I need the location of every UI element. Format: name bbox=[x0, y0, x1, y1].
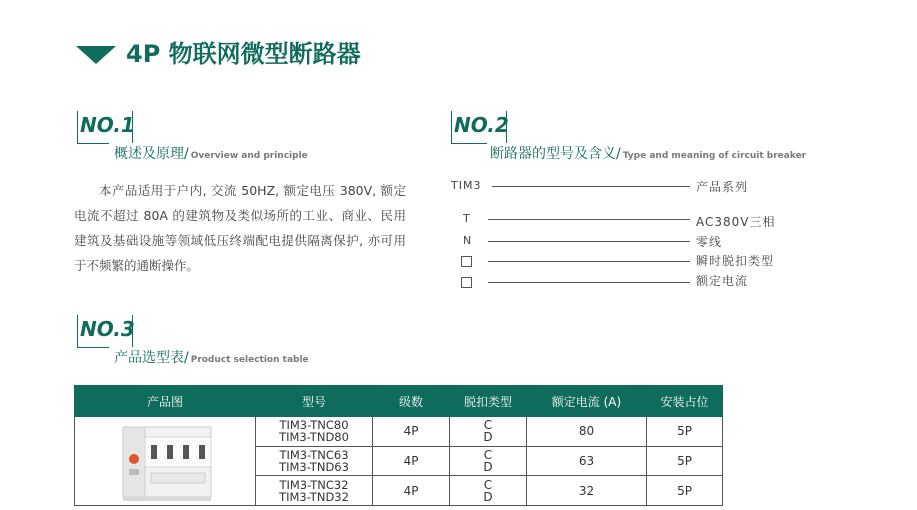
model-meaning-series: 产品系列 bbox=[696, 180, 749, 194]
section-title-text: 产品选型表/ bbox=[114, 350, 189, 366]
model-code-trip-box bbox=[461, 256, 472, 267]
poles-cell: 4P bbox=[373, 446, 450, 476]
poles-cell: 4P bbox=[373, 417, 450, 447]
model-d: TIM3-TND63 bbox=[279, 459, 349, 474]
section-subtitle: Overview and principle bbox=[190, 151, 308, 161]
section-rule bbox=[451, 143, 487, 144]
model-meaning-trip: 瞬时脱扣类型 bbox=[696, 254, 775, 268]
page-title: 4P 物联网微型断路器 bbox=[126, 40, 361, 68]
model-cell bbox=[256, 476, 373, 506]
poles-cell: 4P bbox=[373, 476, 450, 506]
section-badge-label: NO.2 bbox=[454, 113, 509, 137]
trip-d: D bbox=[483, 430, 493, 445]
section-badge-label: NO.1 bbox=[80, 113, 135, 137]
trip-cell bbox=[450, 446, 527, 476]
section-subtitle: Product selection table bbox=[190, 355, 309, 365]
column-header: 产品图 bbox=[75, 386, 256, 417]
trip-c: C bbox=[483, 477, 493, 492]
section-subtitle: Type and meaning of circuit breaker bbox=[622, 151, 807, 161]
product-image bbox=[75, 417, 256, 506]
leader-line bbox=[488, 219, 690, 220]
section-badge-no1 bbox=[77, 111, 133, 143]
size-cell: 5P bbox=[647, 476, 723, 506]
section-title-no3 bbox=[114, 347, 309, 367]
leader-line bbox=[492, 186, 690, 187]
size-cell: 5P bbox=[647, 446, 723, 476]
column-header: 级数 bbox=[373, 386, 450, 417]
intro-text: 本产品适用于户内, 交流 50HZ, 额定电压 380V, 额定电流不超过 80A 的建筑物及类似场所的工业、商业、民用建筑及基础设施等领域低压终端配电提供隔离保护, 亦可用于不频繁的通断操作。 bbox=[74, 183, 406, 273]
section-title-text: 概述及原理/ bbox=[114, 146, 189, 162]
trip-d: D bbox=[483, 489, 493, 504]
section-rule bbox=[77, 347, 109, 348]
model-meaning-phase: AC380V三相 bbox=[696, 215, 776, 229]
trip-cell bbox=[450, 476, 527, 506]
current-cell: 32 bbox=[527, 476, 647, 506]
current-cell: 63 bbox=[527, 446, 647, 476]
column-header: 脱扣类型 bbox=[450, 386, 527, 417]
table-header-row bbox=[75, 386, 723, 417]
model-code-phase: T bbox=[463, 212, 471, 225]
section-title-no2 bbox=[490, 143, 806, 163]
model-meaning-current: 额定电流 bbox=[696, 274, 749, 288]
section-title-text: 断路器的型号及含义/ bbox=[490, 146, 621, 162]
section-badge-no3 bbox=[77, 315, 133, 347]
trip-c: C bbox=[483, 447, 493, 462]
trip-c: C bbox=[483, 418, 493, 433]
section-badge-no2 bbox=[451, 111, 507, 143]
product-selection-table bbox=[74, 385, 723, 506]
model-cell bbox=[256, 446, 373, 476]
model-cell bbox=[256, 417, 373, 447]
section-title-no1 bbox=[114, 143, 308, 163]
leader-line bbox=[488, 241, 690, 242]
model-d: TIM3-TND32 bbox=[279, 489, 349, 504]
model-meaning-neutral: 零线 bbox=[696, 235, 723, 249]
section-rule bbox=[77, 143, 109, 144]
table-row bbox=[75, 417, 723, 447]
circuit-breaker-image bbox=[75, 417, 256, 503]
column-header: 额定电流 (A) bbox=[527, 386, 647, 417]
model-c: TIM3-TNC63 bbox=[279, 447, 349, 462]
model-c: TIM3-TNC80 bbox=[279, 418, 349, 433]
model-code-series: TIM3 bbox=[451, 179, 482, 192]
model-code-neutral: N bbox=[463, 234, 473, 247]
intro-paragraph bbox=[74, 178, 406, 278]
section-badge-label: NO.3 bbox=[80, 317, 135, 341]
trip-cell bbox=[450, 417, 527, 447]
header-triangle-icon bbox=[76, 46, 116, 64]
leader-line bbox=[488, 261, 690, 262]
size-cell: 5P bbox=[647, 417, 723, 447]
column-header: 安装占位 bbox=[647, 386, 723, 417]
leader-line bbox=[488, 282, 690, 283]
current-cell: 80 bbox=[527, 417, 647, 447]
model-c: TIM3-TNC32 bbox=[279, 477, 349, 492]
model-code-current-box bbox=[461, 277, 472, 288]
column-header: 型号 bbox=[256, 386, 373, 417]
model-d: TIM3-TND80 bbox=[279, 430, 349, 445]
trip-d: D bbox=[483, 459, 493, 474]
